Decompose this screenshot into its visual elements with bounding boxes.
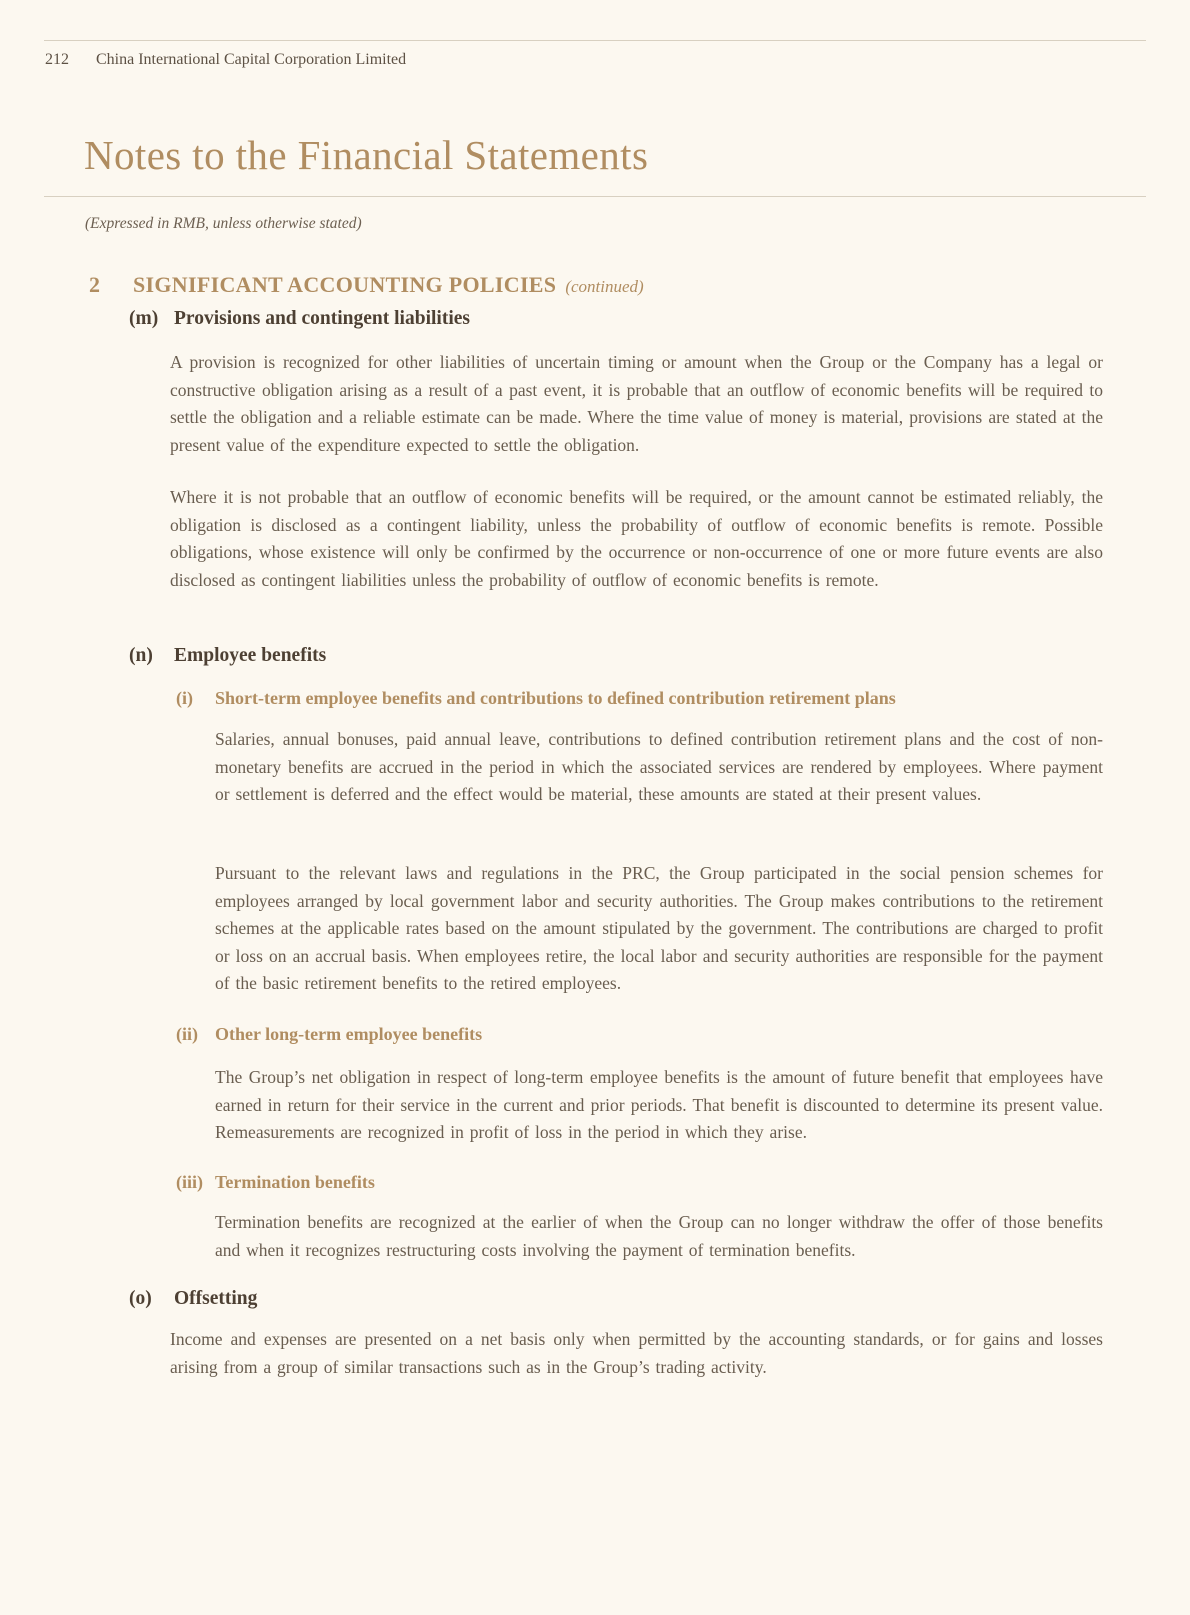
header-divider bbox=[44, 40, 1146, 41]
paragraph-n-i-2: Pursuant to the relevant laws and regulations in the PRC, the Group participated in the social pension schemes for employees arranged by local government labor and security authorities. The Group makes contributions to the retirement schemes at the applicable rates based on the amount stipulated by the government. The contributions are charged to profit or loss on an accrual basis. When employees retire, the local labor and security authorities are responsible for the payment of the basic retirement benefits to the retired employees. bbox=[215, 863, 1103, 994]
title-divider bbox=[44, 196, 1146, 197]
company-name: China International Capital Corporation Limited bbox=[96, 51, 407, 68]
section-heading bbox=[89, 272, 644, 298]
subsection-n-ii-label: (ii) bbox=[176, 1024, 198, 1044]
subsection-o-heading bbox=[129, 1288, 257, 1310]
subsection-n-label: (n) bbox=[129, 645, 153, 666]
page-header bbox=[45, 51, 406, 69]
page-title: Notes to the Financial Statements bbox=[84, 132, 649, 178]
section-title: SIGNIFICANT ACCOUNTING POLICIES bbox=[133, 272, 557, 297]
subsection-n-ii-title: Other long-term employee benefits bbox=[215, 1024, 483, 1044]
subsection-m-label: (m) bbox=[129, 308, 159, 329]
subsection-n-i-title: Short-term employee benefits and contributions to defined contribution retirement plans bbox=[215, 688, 896, 708]
subsection-o-title: Offsetting bbox=[174, 1288, 258, 1309]
paragraph-n-ii-1: The Group’s net obligation in respect of long-term employee benefits is the amount of future benefit that employees have earned in return for their service in the current and prior periods. That benefit is discounted to determine its present value. Remeasurements are recognized in profit of loss in the period in which they arise. bbox=[215, 1067, 1103, 1143]
paragraph-m-1: A provision is recognized for other liabilities of uncertain timing or amount when the Group or the Company has a legal or constructive obligation arising as a result of a past event, it is probable that an outflow of economic benefits will be required to settle the obligation and a reliable estimate can be made. Where the time value of money is material, provisions are stated at the present value of the expenditure expected to settle the obligation. bbox=[170, 352, 1103, 455]
paragraph-m-2: Where it is not probable that an outflow of economic benefits will be required, or the amount cannot be estimated reliably, the obligation is disclosed as a contingent liability, unless the probability of outflow of economic benefits is remote. Possible obligations, whose existence will only be confirmed by the occurrence or non-occurrence of one or more future events are also disclosed as contingent liabilities unless the probability of outflow of economic benefits is remote. bbox=[170, 487, 1103, 590]
section-number: 2 bbox=[89, 272, 100, 297]
paragraph-o-1: Income and expenses are presented on a net basis only when permitted by the accounting standards, or for gains and losses arising from a group of similar transactions such as in the Group’s trading activity. bbox=[170, 1329, 1103, 1377]
subsection-n-iii-heading bbox=[176, 1172, 375, 1193]
subsection-n-heading bbox=[129, 645, 326, 667]
subsection-n-iii-label: (iii) bbox=[176, 1172, 203, 1192]
page-number: 212 bbox=[45, 51, 69, 68]
paragraph-n-i-1: Salaries, annual bonuses, paid annual leave, contributions to defined contribution retirement plans and the cost of non-monetary benefits are accrued in the period in which the associated services are rendered by employees. Where payment or settlement is deferred and the effect would be material, these amounts are stated at their present values. bbox=[215, 729, 1103, 805]
subsection-n-i-label: (i) bbox=[176, 688, 193, 708]
subsection-o-label: (o) bbox=[129, 1288, 152, 1309]
subsection-n-title: Employee benefits bbox=[174, 645, 327, 666]
subsection-n-i-heading bbox=[176, 688, 896, 709]
subsection-m-heading bbox=[129, 308, 470, 330]
subsection-m-title: Provisions and contingent liabilities bbox=[174, 308, 470, 329]
subsection-n-iii-title: Termination benefits bbox=[215, 1172, 375, 1192]
paragraph-n-iii-1: Termination benefits are recognized at the earlier of when the Group can no longer withdraw the offer of those benefits and when it recognizes restructuring costs involving the payment of termination benefits. bbox=[215, 1212, 1103, 1260]
subsection-n-ii-heading bbox=[176, 1024, 482, 1045]
section-continued-note: (continued) bbox=[565, 277, 644, 296]
currency-note: (Expressed in RMB, unless otherwise stated) bbox=[85, 215, 362, 232]
